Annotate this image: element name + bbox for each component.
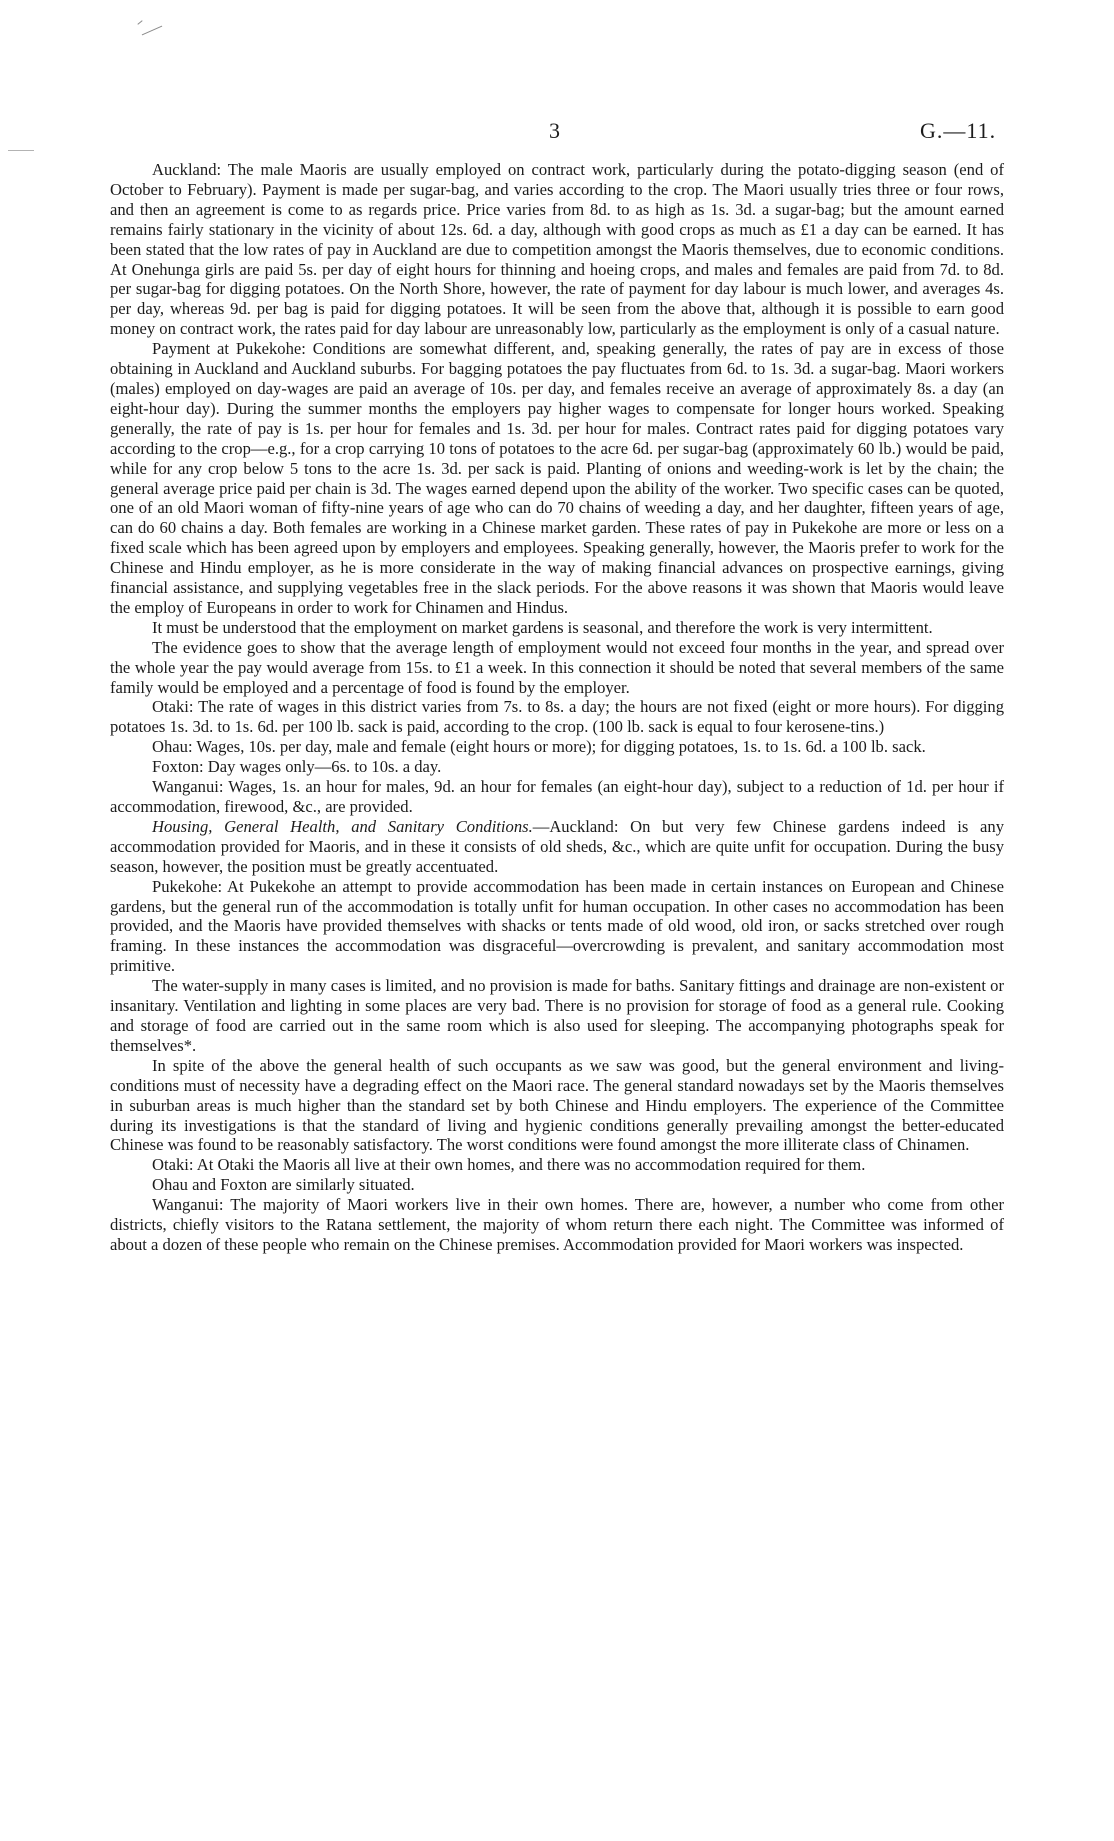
paragraph-housing-pukekohe: Pukekohe: At Pukekohe an attempt to provide accommodation has been made in certain instances on European and Chinese gardens, but the general run of the accommodation is totally unfit for human occupation. In other cases no accommodation has been provided, and the Maoris have provided themselves with shacks or tents made of old wood, old iron, or sacks stretched over rough framing. In these instances the accommodation was disgraceful—overcrowding is prevalent, and sanitary accommodation most primitive. [110,876,1004,976]
paragraph-housing-wanganui: Wanganui: The majority of Maori workers live in their own homes. There are, however, a number who come from other districts, chiefly visitors to the Ratana settlement, the majority of whom return there each night. The Committee was informed of about a dozen of these people who remain on the Chinese premises. Accommodation provided for Maori workers was inspected. [110,1195,1004,1254]
paragraph-housing-ohau-foxton: Ohau and Foxton are similarly situated. [152,1175,415,1195]
document-reference: G.—11. [920,118,997,143]
section-heading: Housing, General Health, and Sanitary Conditions. [152,816,533,836]
paragraph-water-supply: The water-supply in many cases is limited, and no provision is made for baths. Sanitary fittings and drainage are non-existent or insanitary. Ventilation and lighting in some places are very bad. There is no provision for storage of food as a general rule. Cooking and storage of food are carried out in the same room which is also used for sleeping. The accompanying photographs speak for themselves*. [110,976,1004,1055]
scan-artifact-mark [142,26,163,36]
paragraph-pukekohe-payment: Payment at Pukekohe: Conditions are somewhat different, and, speaking generally, the rates of pay are in excess of those obtaining in Auckland and Auckland suburbs. For bagging potatoes the pay fluctuates from 6d. to 1s. 3d. a sugar-bag. Maori workers (males) employed on day-wages are paid an average of 10s. per day, and females receive an average of approximately 8s. a day (an eight-hour day). During the summer months the employers pay higher wages to compensate for longer hours worked. Speaking generally, the rate of pay is 1s. per hour for females and 1s. 3d. per hour for males. Contract rates paid for digging potatoes vary according to the crop—e.g., for a crop carrying 10 tons of potatoes to the acre 6d. per sugar-bag (approximately 60 lb.) would be paid, while for any crop below 5 tons to the acre 1s. 3d. per sack is paid. Planting of onions and weeding-work is let by the chain; the general average price paid per chain is 3d. The wages earned depend upon the ability of the worker. Two specific cases can be quoted, one of an old Maori woman of fifty-nine years of age who can do 70 chains of weeding a day, and her daughter, fifteen years of age, can do 60 chains a day. Both females are working in a Chinese market garden. These rates of pay in Pukekohe are more or less on a fixed scale which has been agreed upon by employers and employees. Speaking generally, however, the Maoris prefer to work for the Chinese and Hindu employer, as he is more considerate in the way of making financial advances on prospective earnings, giving financial assistance, and supplying vegetables free in the slack periods. For the above reasons it was shown that Maoris would leave the employ of Europeans in order to work for Chinamen and Hindus. [110,339,1004,617]
paragraph-seasonal-employment: It must be understood that the employment on market gardens is seasonal, and therefore the work is very intermittent. [152,617,933,637]
scan-artifact-mark [137,20,142,25]
paragraph-housing-auckland [110,817,1004,877]
paragraph-wanganui-wages: Wanganui: Wages, 1s. an hour for males, 9d. an hour for females (an eight-hour day), subject to a reduction of 1d. per hour if accommodation, firewood, &c., are provided. [110,777,1004,816]
paragraph-foxton-wages: Foxton: Day wages only—6s. to 10s. a day. [152,757,442,777]
paragraph-employment-length: The evidence goes to show that the average length of employment would not exceed four months in the year, and spread over the whole year the pay would average from 15s. to £1 a week. In this connection it should be noted that several members of the same family would be employed and a percentage of food is found by the employer. [110,637,1004,697]
scan-artifact-mark [8,150,34,151]
paragraph-text: —Auckland: On but very few Chinese gardens indeed is any accommodation provided for Maoris, and in these it consists of old sheds, &c., which are quite unfit for occupation. During the busy season, however, the position must be greatly accentuated. [110,816,1004,876]
page-header [0,118,1114,148]
paragraph-auckland-wages: Auckland: The male Maoris are usually employed on contract work, particularly during the potato-digging season (end of October to February). Payment is made per sugar-bag, and varies according to the crop. The Maori usually tries three or four rows, and then an agreement is come to as regards price. Price varies from 8d. to as high as 1s. 3d. a sugar-bag; but the amount earned remains fairly stationary in the vicinity of about 12s. 6d. a day, although with good crops as much as £1 a day can be earned. It has been stated that the low rates of pay in Auckland are due to competition amongst the Maoris themselves, due to economic conditions. At Onehunga girls are paid 5s. per day of eight hours for thinning and hoeing crops, and males and females are paid from 7d. to 8d. per sugar-bag for digging potatoes. On the North Shore, however, the rate of payment for day labour is much lower, and averages 4s. per day, whereas 9d. per bag is paid for digging potatoes. It will be seen from the above that, although it is possible to earn good money on contract work, the rates paid for day labour are unreasonably low, particularly as the employment is only of a casual nature. [110,160,1004,339]
body-text [110,160,1004,1255]
page-number: 3 [549,118,560,143]
paragraph-general-health: In spite of the above the general health of such occupants as we saw was good, but the general environment and living-conditions must of necessity have a degrading effect on the Maori race. The general standard nowadays set by the Maoris themselves in suburban areas is much higher than the standard set by both Chinese and Hindu employers. The experience of the Committee during its investigations is that the standard of living and hygienic conditions generally prevailing amongst the better-educated Chinese was found to be reasonably satisfactory. The worst conditions were found amongst the more illiterate class of Chinamen. [110,1055,1004,1155]
paragraph-otaki-wages: Otaki: The rate of wages in this district varies from 7s. to 8s. a day; the hours are not fixed (eight or more hours). For digging potatoes 1s. 3d. to 1s. 6d. per 100 lb. sack is paid, according to the crop. (100 lb. sack is equal to four kerosene-tins.) [110,697,1004,737]
paragraph-housing-otaki: Otaki: At Otaki the Maoris all live at their own homes, and there was no accommodation required for them. [152,1155,866,1175]
paragraph-ohau-wages: Ohau: Wages, 10s. per day, male and female (eight hours or more); for digging potatoes, 1s. to 1s. 6d. a 100 lb. sack. [152,737,926,757]
